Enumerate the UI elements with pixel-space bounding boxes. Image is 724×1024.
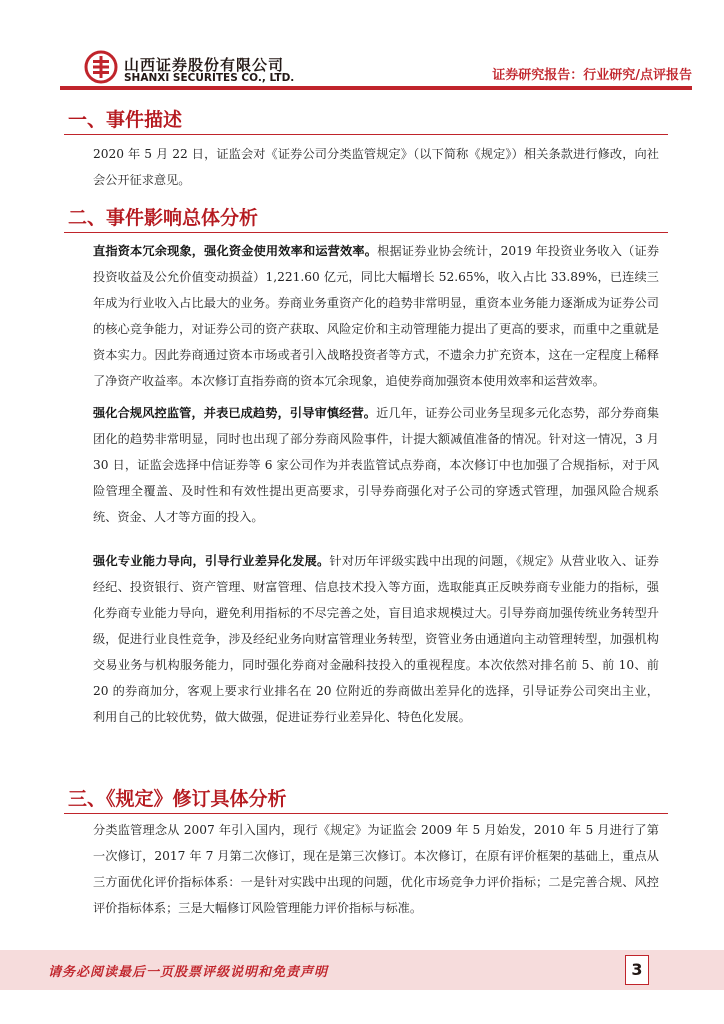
section-heading-1: 一、事件描述 xyxy=(68,109,183,131)
paragraph-professional-ability xyxy=(93,548,659,730)
paragraph-lead: 强化合规风控监管，并表已成趋势，引导审慎经营。 xyxy=(93,406,377,420)
paragraph-compliance-risk xyxy=(93,400,659,530)
disclaimer-note: 请务必阅读最后一页股票评级说明和免责声明 xyxy=(48,965,329,980)
report-type: 证券研究报告：行业研究/点评报告 xyxy=(492,68,692,83)
paragraph-lead: 强化专业能力导向，引导行业差异化发展。 xyxy=(93,554,330,568)
section-heading-3: 三、《规定》修订具体分析 xyxy=(68,788,287,810)
company-name-cn: 山西证券股份有限公司 xyxy=(124,56,285,74)
page-number: 3 xyxy=(625,955,649,985)
page-header xyxy=(0,0,724,92)
paragraph-revision-analysis xyxy=(93,817,659,921)
paragraph-text: 分类监管理念从 2007 年引入国内，现行《规定》为证监会 2009 年 5 月始发，2010 年 5 月进行了第一次修订，2017 年 7 月第二次修订，现在是第三次修订。本次修订，在原有评价框架的基础上，重点从三方面优化评价指标体系：一是针对实践中出现的问题，优化市场竞争力评价指标；二是完善合规、风控评价指标体系；三是大幅修订风险管理能力评价指标与标准。 xyxy=(93,823,659,915)
section-divider-1 xyxy=(64,134,668,135)
section-divider-2 xyxy=(64,232,668,233)
company-name-en: SHANXI SECURITES CO., LTD. xyxy=(124,72,295,84)
paragraph-lead: 直指资本冗余现象，强化资金使用效率和运营效率。 xyxy=(93,244,378,258)
paragraph-text: 根据证券业协会统计，2019 年投资业务收入（证券投资收益及公允价值变动损益）1,221.60 亿元，同比大幅增长 52.65%，收入占比 33.89%，已连续三年成为行业收入占比最大的业务。券商业务重资产化的趋势非常明显，重资本业务能力逐渐成为证券公司的核心竞争能力，对证券公司的资产获取、风险定价和主动管理能力提出了更高的要求，而重中之重就是资本实力。因此券商通过资本市场或者引入战略投资者等方式，不遗余力扩充资本，这在一定程度上稀释了净资产收益率。本次修订直指券商的资本冗余现象，追使券商加强资本使用效率和运营效率。 xyxy=(93,244,660,388)
header-divider xyxy=(60,86,692,90)
paragraph-capital-redundancy xyxy=(93,238,659,394)
shanxi-securities-logo-icon xyxy=(84,50,118,84)
paragraph-text: 针对历年评级实践中出现的问题，《规定》从营业收入、证券经纪、投资银行、资产管理、财富管理、信息技术投入等方面，选取能真正反映券商专业能力的指标，强化券商专业能力导向，避免利用指标的不尽完善之处，盲目追求规模过大。引导券商加强传统业务转型升级，促进行业良性竞争，涉及经纪业务向财富管理业务转型，资管业务由通道向主动管理转型，加强机构交易业务与机构服务能力，同时强化券商对金融科技投入的重视程度。本次依然对排名前 5、前 10、前 20 的券商加分，客观上要求行业排名在 20 位附近的券商做出差异化的选择，引导证券公司突出主业，利用自己的比较优势，做大做强，促进证券行业差异化、特色化发展。 xyxy=(93,554,659,724)
section-divider-3 xyxy=(64,813,668,814)
section-heading-2: 二、事件影响总体分析 xyxy=(68,207,259,229)
paragraph-event-description xyxy=(93,141,659,193)
paragraph-text: 近几年，证券公司业务呈现多元化态势，部分券商集团化的趋势非常明显，同时也出现了部分券商风险事件，计提大额减值准备的情况。针对这一情况，3 月 30 日，证监会选择中信证券等 6 家公司作为并表监管试点券商，本次修订中也加强了合规指标，对于风险管理全覆盖、及时性和有效性提出更高要求，引导券商强化对子公司的穿透式管理，加强风险合规系统、资金、人才等方面的投入。 xyxy=(93,406,660,524)
paragraph-text: 2020 年 5 月 22 日，证监会对《证券公司分类监管规定》（以下简称《规定》）相关条款进行修改，向社会公开征求意见。 xyxy=(93,147,659,187)
